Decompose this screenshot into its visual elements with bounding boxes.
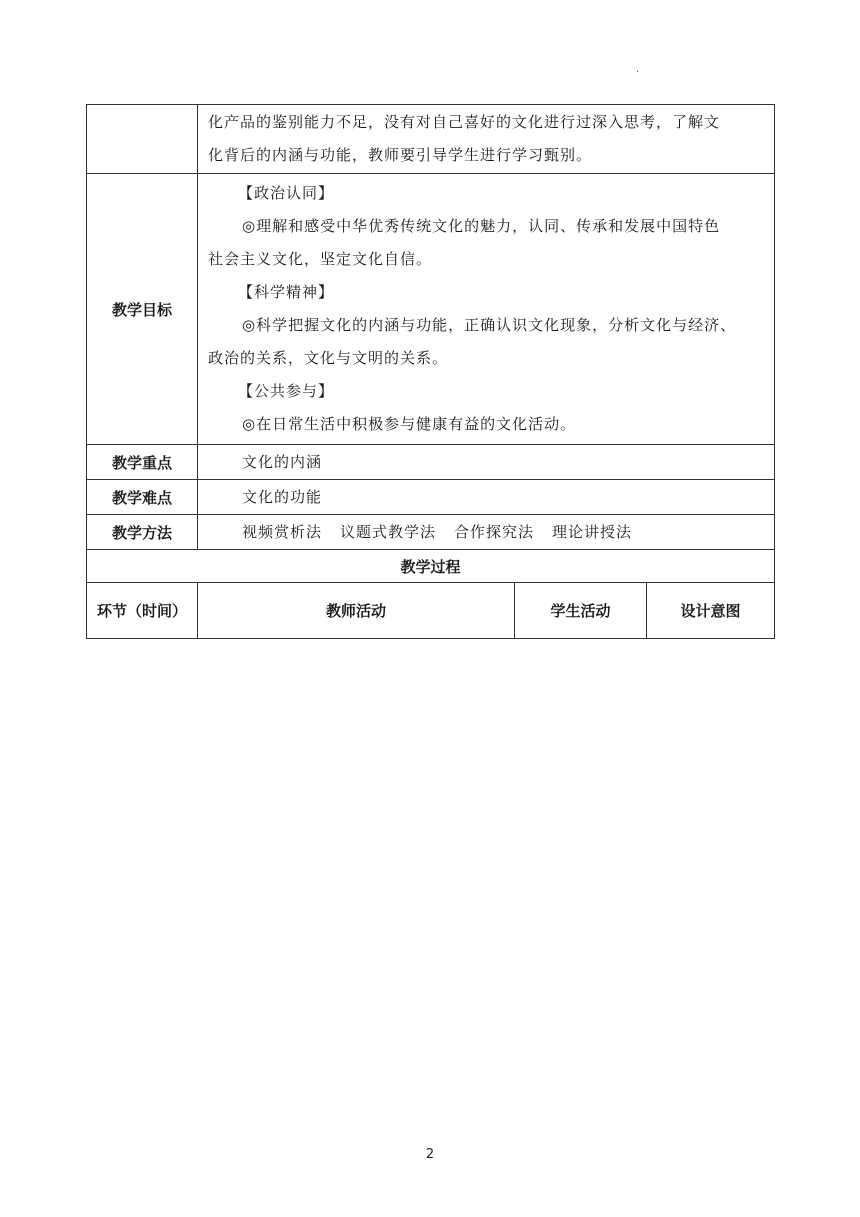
difficulty-label: 教学难点: [87, 480, 198, 515]
methods-row: [87, 515, 775, 550]
science-heading: 【科学精神】: [238, 283, 335, 301]
process-header-row: [87, 583, 775, 639]
objectives-cell: [198, 174, 775, 445]
method-item: 议题式教学法: [340, 523, 437, 541]
carryover-row: [87, 105, 775, 174]
method-item: 合作探究法: [454, 523, 535, 541]
column-header-intent: 设计意图: [647, 583, 775, 639]
methods-label: 教学方法: [87, 515, 198, 550]
objectives-label: 教学目标: [87, 174, 198, 445]
methods-cell: [198, 515, 775, 550]
carryover-line-1: 化产品的鉴别能力不足，没有对自己喜好的文化进行过深入思考，了解文: [208, 113, 721, 131]
carryover-line-2: 化背后的内涵与功能，教师要引导学生进行学习甄别。: [208, 146, 593, 164]
political-text-1: ◎理解和感受中华优秀传统文化的魅力，认同、传承和发展中国特色: [242, 217, 721, 235]
difficulty-cell: [198, 480, 775, 515]
science-text-2: 政治的关系，文化与文明的关系。: [208, 349, 449, 367]
public-text: ◎在日常生活中积极参与健康有益的文化活动。: [242, 415, 577, 433]
key-point-value: 文化的内涵: [242, 453, 323, 471]
carryover-label-cell: [87, 105, 198, 174]
key-point-cell: [198, 445, 775, 480]
column-header-teacher: 教师活动: [198, 583, 515, 639]
public-heading: 【公共参与】: [238, 382, 335, 400]
method-item: 理论讲授法: [552, 523, 633, 541]
method-item: 视频赏析法: [242, 523, 323, 541]
methods-list: [208, 515, 766, 549]
page-number: 2: [425, 1147, 435, 1162]
header-mark: .: [636, 64, 640, 75]
key-point-label: 教学重点: [87, 445, 198, 480]
key-point-row: [87, 445, 775, 480]
difficulty-value: 文化的功能: [242, 488, 323, 506]
column-header-student: 学生活动: [515, 583, 647, 639]
science-text-1: ◎科学把握文化的内涵与功能，正确认识文化现象，分析文化与经济、: [242, 316, 737, 334]
column-header-stage: 环节（时间）: [87, 583, 198, 639]
lesson-plan-table: [86, 104, 775, 639]
process-title: 教学过程: [87, 550, 775, 583]
process-title-row: [87, 550, 775, 583]
objectives-row: [87, 174, 775, 445]
political-text-2: 社会主义文化，坚定文化自信。: [208, 250, 433, 268]
carryover-cell: [198, 105, 775, 174]
political-heading: 【政治认同】: [238, 184, 335, 202]
difficulty-row: [87, 480, 775, 515]
